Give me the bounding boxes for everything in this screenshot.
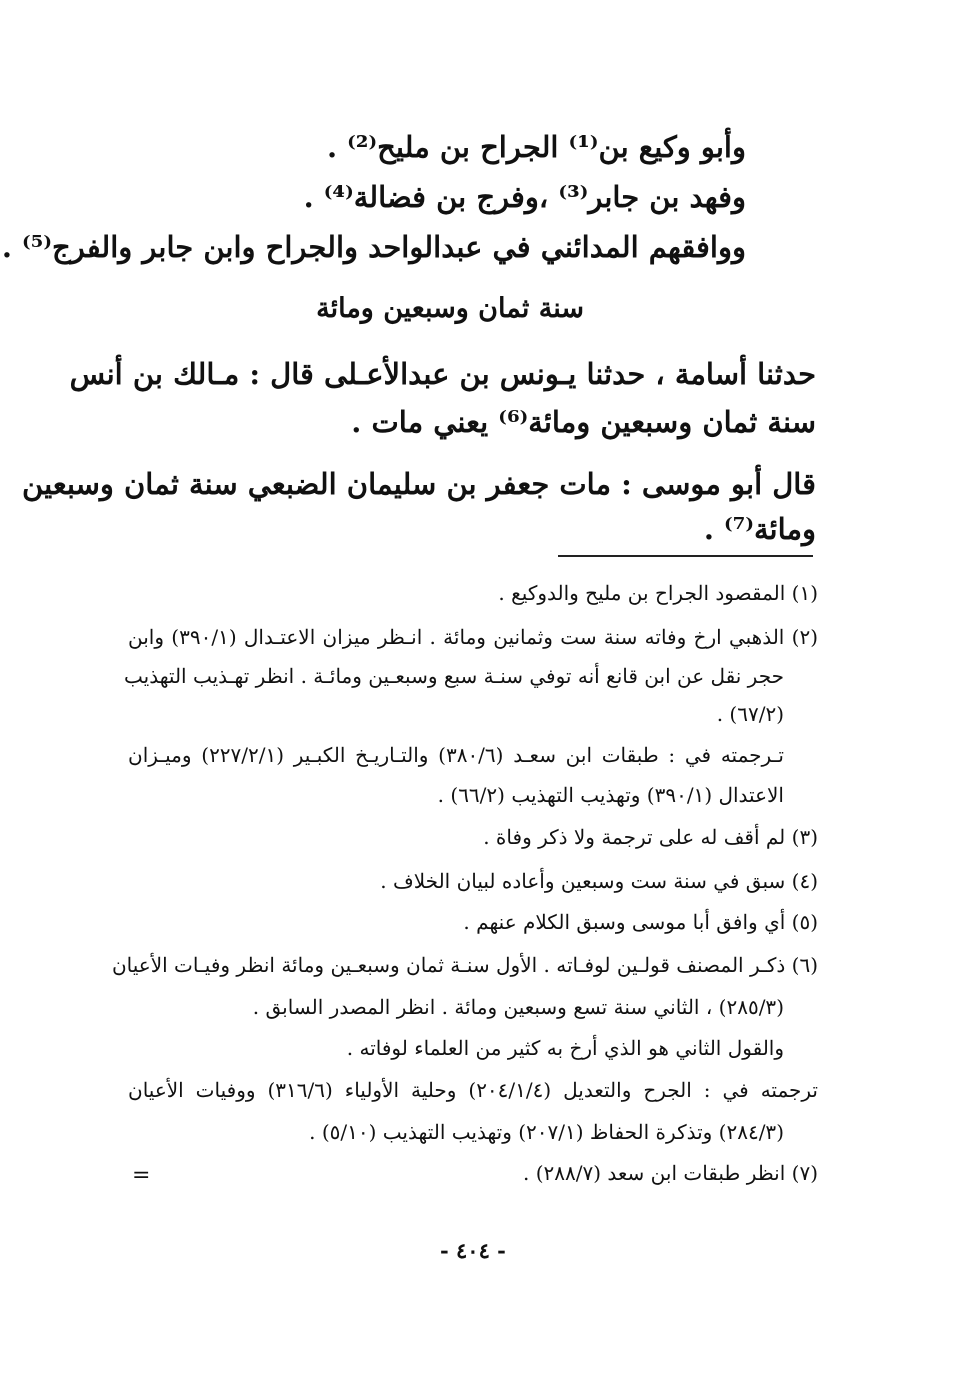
footnote-6-line-3: والقول الثاني هو الذي أرخ به كثير من العلماء لوفاته . (346, 1036, 784, 1060)
footnote-5: (٥) أي وافق أبا موسى وسبق الكلام عنهم . (463, 910, 818, 934)
footnote-2-line-5: الاعتدال (٣٩٠/١) وتهذيب التهذيب (٦٦/٢) . (437, 783, 784, 807)
footnote-separator (558, 555, 813, 557)
footnote-3: (٣) لم أقف له على ترجمة ولا ذكر وفاة . (483, 825, 818, 849)
main-line-3: ووافقهم المدائني في عبدالواحد والجراح وابن جابر والفرج⁽⁵⁾ . (1, 230, 746, 264)
main-line-2: وفهد بن جابر⁽³⁾ ،وفرج بن فضالة⁽⁴⁾ . (303, 180, 746, 214)
year-heading: سنة ثمان وسبعين ومائة (316, 293, 584, 324)
footnote-4: (٤) سبق في سنة ست وسبعين وأعاده لبيان الخلاف . (380, 869, 818, 893)
para2-line-2: ومائة⁽⁷⁾ . (703, 512, 816, 546)
main-line-1: وأبو وكيع بن⁽¹⁾ الجراح بن مليح⁽²⁾ . (326, 130, 746, 164)
footnote-2-line-4: تـرجمته في : طبقات ابن سعـد (٣٨٠/٦) والتـاريـخ الكبـير (٢٢٧/٢/١) وميـزان (128, 743, 784, 767)
footnote-6-line-2: (٢٨٥/٣) ، الثاني سنة تسع وسبعين ومائة . انظر المصدر السابق . (252, 995, 784, 1019)
continuation-mark: = (132, 1163, 151, 1188)
footnote-6-line-1: (٦) ذكـر المصنف قولـين لوفـاته . الأول سنـة ثمان وسبعـين ومائة انظر وفيـات الأعيان (111, 953, 818, 977)
para1-line-1: حدثنا أسامة ، حدثنا يـونس بن عبدالأعـلى قال : مـالك بن أنس (69, 357, 816, 391)
footnote-6-line-4: ترجمته في : الجرح والتعديل (٢٠٤/١/٤) وحلية الأولياء (٣١٦/٦) ووفيات الأعيان (128, 1078, 818, 1102)
footnote-1: (١) المقصود الجراح بن مليح والدوكيع . (498, 581, 818, 605)
para2-line-1: قال أبو موسى : مات جعفر بن سليمان الضبعي سنة ثمان وسبعين (22, 467, 816, 501)
footnote-6-line-5: (٢٨٤/٣) وتذكرة الحفاظ (٢٠٧/١) وتهذيب التهذيب (٥/١٠) . (309, 1120, 784, 1144)
page-number: - ٤٠٤ - (440, 1238, 506, 1263)
footnote-2-line-3: (٦٧/٢) . (716, 702, 784, 726)
para1-line-2: سنة ثمان وسبعين ومائة⁽⁶⁾ يعني مات . (351, 405, 816, 439)
footnote-7: (٧) انظر طبقات ابن سعد (٢٨٨/٧) . (522, 1161, 818, 1185)
footnote-2-line-2: حجر نقل عن ابن قانع أنه توفي سنـة سبع وسبعـين ومائـة . انظر تهـذيب التهذيب (123, 664, 784, 688)
footnote-2-line-1: (٢) الذهبي ارخ وفاته سنة ست وثمانين ومائة . انـظر ميزان الاعتـدال (٣٩٠/١) وابن (128, 625, 818, 649)
